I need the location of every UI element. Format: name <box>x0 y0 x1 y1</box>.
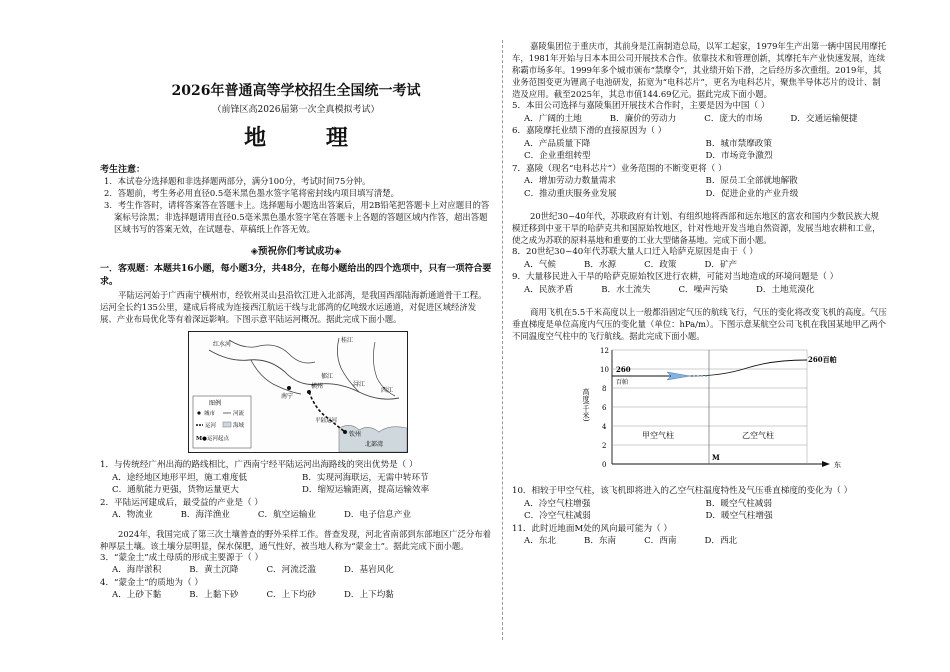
option[interactable]: A．民族矛盾 <box>524 284 574 295</box>
question-7-options <box>512 175 887 200</box>
x-axis-label: 东 <box>834 461 841 469</box>
passage-canal: 平陆运河始于广西南宁横州市，经钦州灵山县沿钦江进入北部湾，是我国西部陆海新通道骨干工程。运河全长约135公里，建成后将成为连接西江航运干线与北部湾的亿吨级水运通道，对促进区域经济发展、产业布局优化等有着深远影响。下图示意平陆运河概况。据此完成下面小题。 <box>100 290 487 324</box>
y-tick-label: 12 <box>600 347 609 355</box>
place-label: 西江 <box>381 387 394 394</box>
place-label: 平陆运河 <box>315 418 338 424</box>
question-5-options <box>512 113 887 126</box>
passage-soil: 2024年，我国完成了第三次土壤普查的野外采样工作。普查发现，河北省南部到东部地区广泛分布着种厚层土壤。该土壤分层明显，保水保肥，通气性好，被当地人称为“蒙金土”。据此完成下面小题。 <box>100 528 492 551</box>
question-2: 2．平陆运河建成后，最受益的产业是（ ） <box>100 497 263 508</box>
option[interactable]: D．上下均黏 <box>344 590 394 600</box>
option[interactable]: C．上下均砂 <box>266 590 317 600</box>
legend-start: 运河起点 <box>207 436 230 442</box>
option[interactable]: B．水源 <box>584 259 617 270</box>
question-3-options <box>100 564 492 577</box>
legend-sea-symbol <box>223 422 231 427</box>
option[interactable]: C．推动重庆服务业发展 <box>524 188 617 199</box>
x-axis-arrow <box>822 461 830 467</box>
question-4: 4．“蒙金土”的质地为（ ） <box>100 577 203 588</box>
question-1: 1．与传统经广州出海的路线相比，广西南宁经平陆运河出海路线的突出优势是（ ） <box>100 460 418 470</box>
legend-start-symbol: M● <box>196 436 207 442</box>
option[interactable]: B．上黏下砂 <box>189 590 239 600</box>
canal-line <box>309 392 345 432</box>
option[interactable]: A．产品质量下降 <box>524 138 591 149</box>
option[interactable]: A．上砂下黏 <box>112 590 162 600</box>
isobar-label-left: 260 <box>616 365 631 374</box>
column-b-label: 乙空气柱 <box>742 431 774 440</box>
option[interactable]: B．海洋渔业 <box>180 510 230 520</box>
question-8: 8．20世纪30~40年代苏联大量人口迁入哈萨克原因是由于（ ） <box>512 247 758 257</box>
option[interactable]: C．河流泛滥 <box>266 565 317 575</box>
question-1-options <box>100 472 492 497</box>
legend-sea: 海域 <box>233 423 245 429</box>
place-label: 浔江 <box>353 381 366 388</box>
option[interactable]: D．市场竞争激烈 <box>705 151 773 161</box>
option[interactable]: D．基岩风化 <box>344 565 394 575</box>
section-heading: 一．客观题：本题共16小题，每小题3分，共48分，在每小题给出的四个选项中，只有一项符合要求。 <box>100 264 492 287</box>
question-8-options <box>512 259 887 272</box>
option[interactable]: D．土地荒漠化 <box>756 284 815 295</box>
option[interactable]: D．暖空气柱增强 <box>705 511 773 521</box>
y-tick-label: 8 <box>602 385 607 393</box>
passage-jialing: 嘉陵集团位于重庆市，其前身是江南制造总局，以军工起家，1979年生产出第一辆中国民用摩托车，1981年开始与日本本田公司开展技术合作。依靠技术和管理创新，其摩托车产业快速发展，连续称霸市场多年。1999年多个城市颁布“禁摩令”，其业绩开始下滑，之后经历多次重组。2019年，其业务范围变更为锂离子电池研发，拓宽为“电科芯片”，更名为电科芯片，聚焦半导体芯片的设计、制造及应用。截至2025年，其总市值144.69亿元。据此完成下面小题。 <box>512 41 887 99</box>
y-tick-label: 2 <box>602 442 607 450</box>
option[interactable]: C．通航能力更强，货物运量更大 <box>112 485 239 495</box>
question-10: 10．相较于甲空气柱，该飞机即将进入的乙空气柱温度特性及气压垂直梯度的变化为（ ） <box>512 486 853 496</box>
note-item: 3．考生作答时，请将答案答在答题卡上。选择题每小题选出答案后，用2B铅笔把答题卡上对应题目的答案标号涂黑；非选择题请用直径0.5毫米黑色墨水签字笔在答题卡上各题的答题区域内作答，超出答题区域书写的答案无效，在试题卷、草稿纸上作答无效。 <box>104 200 490 234</box>
option[interactable]: C．噪声污染 <box>678 284 729 295</box>
option[interactable]: A．气候 <box>524 259 556 270</box>
option[interactable]: A．增加劳动力数量需求 <box>524 176 617 186</box>
option[interactable]: C．航空运输业 <box>257 510 317 520</box>
question-6-options <box>512 138 887 163</box>
option[interactable]: B．廉价的劳动力 <box>609 113 677 124</box>
y-tick-label: 4 <box>602 423 607 431</box>
option[interactable]: C．企业重组转型 <box>524 151 591 161</box>
option[interactable]: B．水土流失 <box>601 284 651 295</box>
column-divider <box>502 40 503 640</box>
exam-subtitle: （前锋区高2026届第一次全真模拟考试） <box>212 105 380 115</box>
option[interactable]: B．暖空气柱减弱 <box>705 498 772 509</box>
legend-city: 城市 <box>204 411 216 417</box>
isobar-unit-left: 百帕 <box>616 379 629 386</box>
question-11-options <box>512 535 887 548</box>
canal-map <box>188 331 408 453</box>
legend-city-symbol <box>197 411 200 414</box>
option[interactable]: D．西北 <box>704 536 738 546</box>
isobar-label-right: 260百帕 <box>808 355 837 364</box>
option[interactable]: D．交通运输便捷 <box>790 113 858 124</box>
option[interactable]: D．电子信息产业 <box>344 510 412 520</box>
option[interactable]: A．广阔的土地 <box>524 113 582 124</box>
river-line <box>209 350 399 399</box>
place-label: 北部湾 <box>365 441 384 448</box>
option[interactable]: B．实现河海联运，无需中转环节 <box>302 472 429 483</box>
question-4-options <box>100 589 492 602</box>
notes-title: 考生注意： <box>100 165 146 175</box>
option[interactable]: D．促进企业的产业升级 <box>705 188 799 199</box>
option[interactable]: C．西南 <box>644 536 677 546</box>
option[interactable]: C．冷空气柱减弱 <box>524 511 591 521</box>
river-line <box>229 340 315 363</box>
option[interactable]: B．城市禁摩政策 <box>705 138 772 149</box>
place-label: 钦州 <box>349 431 362 438</box>
option[interactable]: A．东北 <box>524 536 556 546</box>
question-9: 9．大量移民进入干旱的哈萨克原始牧区进行农耕，可能对当地造成的环境问题是（ ） <box>512 272 839 282</box>
city-dot <box>287 386 291 390</box>
right-column <box>512 40 887 548</box>
isobar-line <box>612 360 807 376</box>
point-m-label: M <box>712 453 720 462</box>
note-item: 1．本试卷分选择题和非选择题两部分，满分100分，考试时间75分钟。 <box>104 176 371 186</box>
flight-chart-drawing <box>572 346 872 481</box>
legend-river: 河流 <box>233 411 245 417</box>
question-7: 7．嘉陵（现名“电科芯片”）业务范围的不断变更将（ ） <box>512 163 727 174</box>
question-11: 11．此时近地面M处的风向最可能为（ ） <box>512 523 672 534</box>
city-dot <box>307 390 311 394</box>
option[interactable]: A．途经地区地形平坦，施工难度低 <box>112 472 248 483</box>
place-label: 横州 <box>311 383 324 390</box>
option[interactable]: A．海岸淤积 <box>112 565 162 575</box>
y-tick-label: 10 <box>600 366 609 374</box>
passage-kazakh: 20世纪30~40年代，苏联政府有计划、有组织地将西部和远东地区的富农和国内少数民族大规模迁移到中亚干旱的哈萨克共和国原始牧地区，针对性地开发当地自然资源，发展当地农耕和工业，使之成为苏联的原料基地和重要的工业大型储备基地。完成下面小题。 <box>512 211 881 245</box>
option[interactable]: B．黄土沉降 <box>189 565 239 575</box>
city-dot <box>343 430 347 434</box>
question-3: 3．“蒙金土”成土母质的形成主要源于（ ） <box>100 552 264 563</box>
question-5: 5．本田公司选择与嘉陵集团开展技术合作时，主要是因为中国（ ） <box>512 101 770 111</box>
question-6: 6．嘉陵摩托业绩下滑的直接原因为（ ） <box>512 126 667 136</box>
subject-title: 地 理 <box>244 125 374 151</box>
option[interactable]: C．政策 <box>644 259 677 270</box>
option[interactable]: B．东南 <box>584 536 617 546</box>
place-label: 红水河 <box>213 341 232 348</box>
column-a-label: 甲空气柱 <box>642 431 674 440</box>
exam-title: 2026年普通高等学校招生全国统一考试 <box>171 83 421 99</box>
question-2-options <box>100 509 492 522</box>
note-item: 2．答题前，考生务必用直径0.5毫米黑色墨水签字笔将密封线内项目填写清楚。 <box>104 188 400 198</box>
y-tick-label: 0 <box>602 461 607 469</box>
passage-airplane: 商用飞机在5.5千米高度以上一般都沿固定气压的航线飞行，气压的变化将改变飞机的高度。气压垂直梯度是单位高度内气压的变化量（单位：hPa/m）。下图示意某航空公司飞机在我国某地甲乙两个不同温度空气柱中的飞行航线。据此完成下面小题。 <box>512 307 887 341</box>
y-axis-label: 高度(千米) <box>582 388 590 422</box>
sea-area <box>339 425 407 452</box>
flight-chart <box>572 346 872 481</box>
legend-title: 图例 <box>209 400 222 407</box>
option[interactable]: D．矿产 <box>704 259 738 270</box>
option[interactable]: B．原员工全部就地解散 <box>705 176 798 186</box>
left-column <box>100 78 492 602</box>
place-label: 南宁 <box>281 393 294 400</box>
canal-map-drawing <box>189 332 407 452</box>
option[interactable]: A．冷空气柱增强 <box>524 498 591 509</box>
place-label: 郁江 <box>321 373 334 380</box>
option[interactable]: A．物流业 <box>112 510 153 520</box>
question-9-options <box>512 284 887 297</box>
option[interactable]: D．缩短运输距离，提高运输效率 <box>302 485 430 495</box>
option[interactable]: C．庞大的市场 <box>704 113 763 124</box>
y-tick-label: 6 <box>602 404 607 412</box>
legend-canal: 运河 <box>205 423 217 429</box>
question-10-options <box>512 498 887 523</box>
place-label: 桂江 <box>341 337 354 344</box>
good-luck-banner: ◈预祝你们考试成功◈ <box>250 246 342 257</box>
